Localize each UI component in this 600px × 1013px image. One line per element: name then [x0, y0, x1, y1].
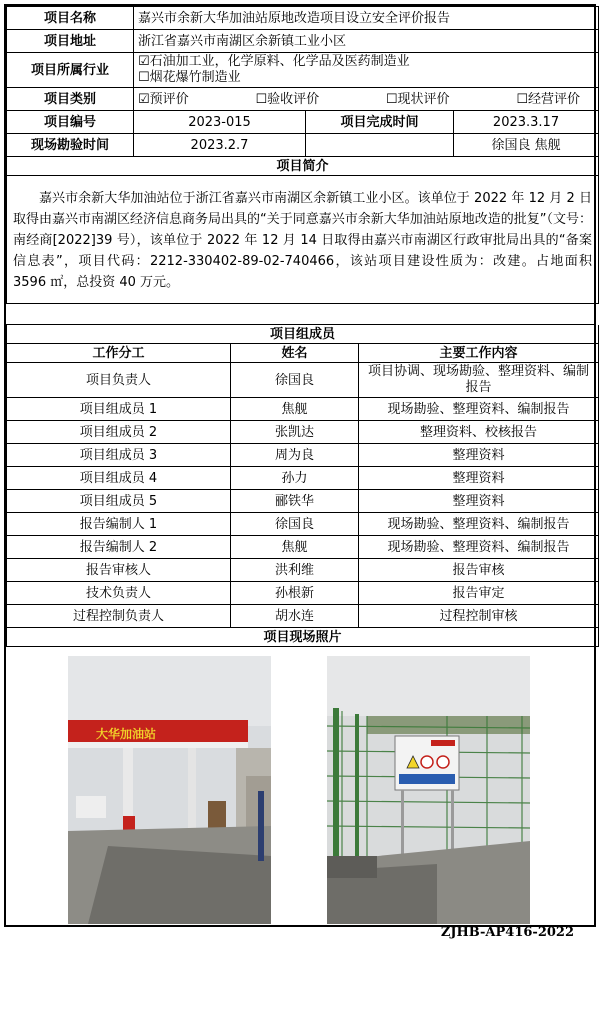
type-option-operation: ☐经营评价	[516, 91, 581, 107]
table-row	[7, 444, 599, 467]
completion-time-value: 2023.3.17	[454, 111, 599, 134]
member-role: 项目负责人	[7, 363, 231, 398]
intro-spacer	[6, 304, 594, 325]
members-section-title: 项目组成员	[7, 325, 599, 344]
site-photos	[6, 647, 594, 925]
project-name-label: 项目名称	[7, 7, 134, 30]
member-duty: 现场勘验、整理资料、编制报告	[359, 398, 599, 421]
member-role: 报告编制人 2	[7, 536, 231, 559]
table-row	[7, 559, 599, 582]
member-name: 焦舰	[231, 398, 359, 421]
evaluation-report-form	[4, 4, 596, 927]
member-duty: 整理资料	[359, 444, 599, 467]
project-type-label: 项目类别	[7, 88, 134, 111]
intro-section-title: 项目简介	[7, 157, 599, 176]
completion-time-label: 项目完成时间	[306, 111, 454, 134]
table-row	[7, 467, 599, 490]
member-name: 张凯达	[231, 421, 359, 444]
station-sign-text: 大华加油站	[96, 727, 157, 741]
member-duty: 现场勘验、整理资料、编制报告	[359, 536, 599, 559]
member-role: 技术负责人	[7, 582, 231, 605]
gas-station-photo	[68, 656, 271, 924]
industry-option-fireworks: ☐烟花爆竹制造业	[138, 70, 241, 85]
project-number-label: 项目编号	[7, 111, 134, 134]
member-duty: 项目协调、现场勘验、整理资料、编制报告	[359, 363, 599, 398]
project-type-options	[134, 88, 599, 111]
table-row	[7, 421, 599, 444]
member-role: 报告编制人 1	[7, 513, 231, 536]
member-duty: 整理资料	[359, 490, 599, 513]
member-name: 洪利维	[231, 559, 359, 582]
members-table	[6, 325, 599, 647]
table-row	[7, 582, 599, 605]
type-option-status: ☐现状评价	[385, 91, 450, 107]
members-header-name: 姓名	[231, 344, 359, 363]
member-duty: 现场勘验、整理资料、编制报告	[359, 513, 599, 536]
project-address-label: 项目地址	[7, 30, 134, 53]
member-role: 项目组成员 3	[7, 444, 231, 467]
member-role: 项目组成员 4	[7, 467, 231, 490]
fence-sign-photo	[327, 656, 530, 924]
member-duty: 过程控制审核	[359, 605, 599, 628]
project-address-value: 浙江省嘉兴市南湖区余新镇工业小区	[134, 30, 599, 53]
photos-section-title: 项目现场照片	[7, 628, 599, 647]
project-name-value: 嘉兴市余新大华加油站原地改造项目设立安全评价报告	[134, 7, 599, 30]
members-header-duty: 主要工作内容	[359, 344, 599, 363]
members-header-row	[7, 344, 599, 363]
member-duty: 报告审核	[359, 559, 599, 582]
survey-time-label: 现场勘验时间	[7, 134, 134, 157]
member-role: 项目组成员 1	[7, 398, 231, 421]
member-role: 项目组成员 5	[7, 490, 231, 513]
members-header-role: 工作分工	[7, 344, 231, 363]
type-option-acceptance: ☐验收评价	[255, 91, 320, 107]
industry-label: 项目所属行业	[7, 53, 134, 88]
surveyors-value: 徐国良 焦舰	[454, 134, 599, 157]
member-name: 徐国良	[231, 363, 359, 398]
document-code: ZJHB-AP416-2022	[440, 925, 574, 940]
industry-options	[134, 53, 599, 88]
member-name: 胡水连	[231, 605, 359, 628]
member-duty: 整理资料	[359, 467, 599, 490]
table-row	[7, 605, 599, 628]
table-row	[7, 536, 599, 559]
survey-blank-cell	[306, 134, 454, 157]
member-duty: 报告审定	[359, 582, 599, 605]
industry-option-petro: ☑石油加工业，化学原料、化学品及医药制造业	[138, 54, 410, 69]
project-number-value: 2023-015	[134, 111, 306, 134]
table-row	[7, 363, 599, 398]
member-name: 孙力	[231, 467, 359, 490]
member-role: 项目组成员 2	[7, 421, 231, 444]
survey-time-value: 2023.2.7	[134, 134, 306, 157]
intro-text: 嘉兴市余新大华加油站位于浙江省嘉兴市南湖区余新镇工业小区。该单位于 2022 年 12 月 2 日取得由嘉兴市南湖区经济信息商务局出具的“关于同意嘉兴市余新大华加油站原地改造的批复”（文号：南经商[2022]39 号），该单位于 2022 年 12 月 14 日取得由嘉兴市南湖区行政审批局出具的“备案信息表”，项目代码：2212-330402-89-02-740466，该站项目建设性质为：改建。占地面积 3596 ㎡，总投资 40 万元。	[7, 176, 599, 304]
table-row	[7, 490, 599, 513]
member-name: 周为良	[231, 444, 359, 467]
table-row	[7, 398, 599, 421]
member-role: 报告审核人	[7, 559, 231, 582]
member-duty: 整理资料、校核报告	[359, 421, 599, 444]
member-name: 孙根新	[231, 582, 359, 605]
project-info-table	[6, 6, 599, 304]
type-option-pre-eval: ☑预评价	[138, 91, 189, 107]
member-name: 徐国良	[231, 513, 359, 536]
table-row	[7, 513, 599, 536]
member-name: 郦铁华	[231, 490, 359, 513]
member-role: 过程控制负责人	[7, 605, 231, 628]
member-name: 焦舰	[231, 536, 359, 559]
